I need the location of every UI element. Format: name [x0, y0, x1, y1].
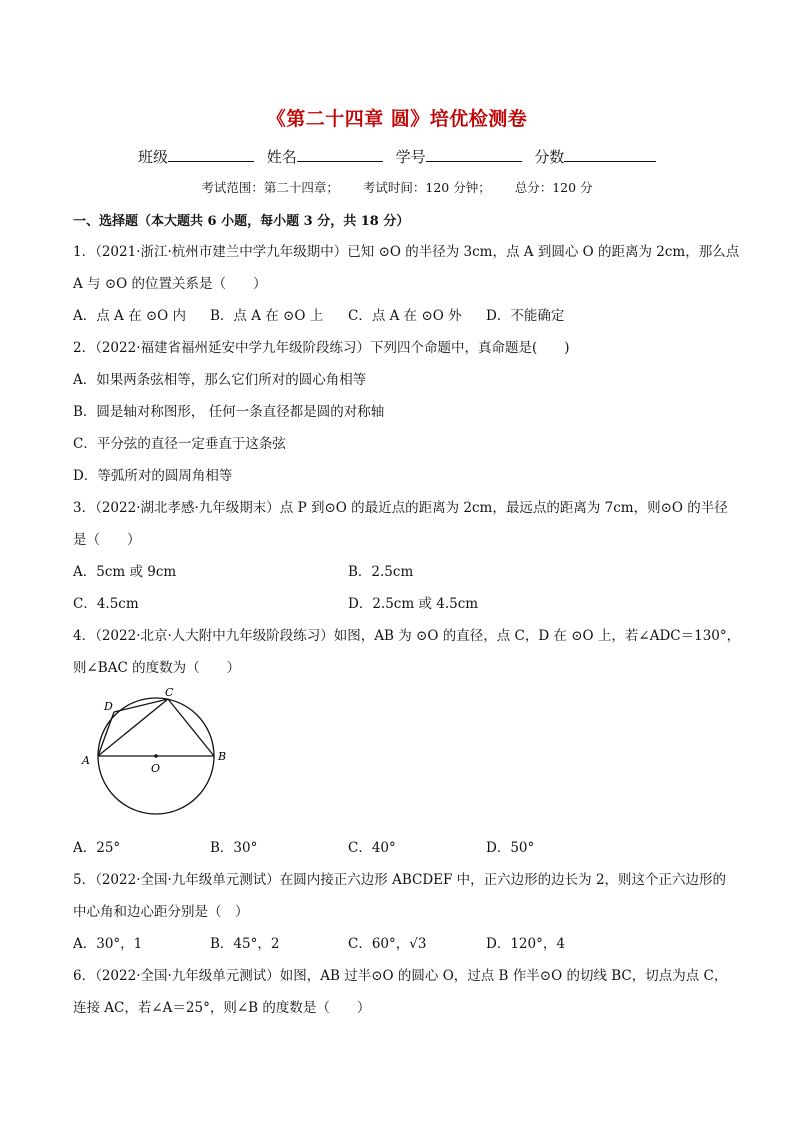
id-blank[interactable]: [426, 147, 522, 162]
question-1-line-1: 1．（2021·浙江·杭州市建兰中学九年级期中）已知 ⊙O 的半径为 3cm，点 A 到圆心 O 的距离为 2cm，那么点: [73, 244, 740, 260]
question-1-line-2: A 与 ⊙O 的位置关系是（ ）: [73, 276, 267, 292]
q2-option-a[interactable]: A．如果两条弦相等，那么它们所对的圆心角相等: [73, 372, 367, 388]
q5-option-b[interactable]: B．45°，2: [210, 936, 280, 952]
label-d: D: [104, 700, 113, 713]
center-dot: [154, 754, 158, 758]
name-blank[interactable]: [297, 147, 383, 162]
q1-option-b[interactable]: B．点 A 在 ⊙O 上: [210, 308, 324, 324]
q5-option-c[interactable]: C．60°，√3: [348, 936, 427, 952]
q1-option-d[interactable]: D．不能确定: [486, 308, 565, 324]
scope-range: 考试范围：第二十四章；: [201, 180, 339, 195]
question-5-line-2: 中心角和边心距分别是（ ）: [73, 904, 249, 920]
label-a: A: [82, 754, 90, 767]
scope-total: 总分：120 分: [514, 180, 593, 195]
scope-time: 考试时间：120 分钟；: [362, 180, 491, 195]
question-3-line-2: 是（ ）: [73, 532, 141, 548]
question-4-line-2: 则∠BAC 的度数为（ ）: [73, 660, 241, 676]
q2-option-d[interactable]: D．等弧所对的圆周角相等: [73, 468, 233, 484]
q1-option-a[interactable]: A．点 A 在 ⊙O 内: [73, 308, 187, 324]
section-heading: 一、选择题（本大题共 6 小题，每小题 3 分，共 18 分）: [73, 214, 410, 229]
question-6-line-2: 连接 AC，若∠A＝25°，则∠B 的度数是（ ）: [73, 1000, 371, 1016]
q5-option-a[interactable]: A．30°，1: [73, 936, 143, 952]
student-info-row: [138, 146, 664, 167]
question-6-line-1: 6．（2022·全国·九年级单元测试）如图，AB 过半⊙O 的圆心 O，过点 B 作半⊙O 的切线 BC，切点为点 C，: [73, 968, 728, 984]
question-4-line-1: 4．（2022·北京·人大附中九年级阶段练习）如图，AB 为 ⊙O 的直径，点 C，D 在 ⊙O 上，若∠ADC＝130°，: [73, 628, 741, 644]
question-5-line-1: 5．（2022·全国·九年级单元测试）在圆内接正六边形 ABCDEF 中，正六边形的边长为 2，则这个正六边形的: [73, 872, 727, 888]
exam-title: 《第二十四章 圆》培优检测卷: [266, 108, 528, 130]
class-label: 班级: [138, 148, 169, 166]
q4-option-a[interactable]: A．25°: [73, 840, 121, 856]
q4-option-b[interactable]: B．30°: [210, 840, 258, 856]
q1-option-c[interactable]: C．点 A 在 ⊙O 外: [348, 308, 462, 324]
q3-option-b[interactable]: B．2.5cm: [348, 564, 414, 580]
label-b: B: [218, 750, 227, 763]
class-blank[interactable]: [168, 147, 254, 162]
q4-option-c[interactable]: C．40°: [348, 840, 396, 856]
q2-option-b[interactable]: B．圆是轴对称图形， 任何一条直径都是圆的对称轴: [73, 404, 385, 420]
q4-option-d[interactable]: D．50°: [486, 840, 535, 856]
q2-option-c[interactable]: C．平分弦的直径一定垂直于这条弦: [73, 436, 286, 452]
q3-option-c[interactable]: C．4.5cm: [73, 596, 139, 612]
circle-figure: [76, 686, 246, 826]
score-label: 分数: [534, 148, 565, 166]
question-3-line-1: 3．（2022·湖北孝感·九年级期末）点 P 到⊙O 的最近点的距离为 2cm，最远点的距离为 7cm，则⊙O 的半径: [73, 500, 728, 516]
exam-scope: [0, 178, 794, 196]
id-label: 学号: [395, 148, 426, 166]
q5-option-d[interactable]: D．120°，4: [486, 936, 565, 952]
q3-option-d[interactable]: D．2.5cm 或 4.5cm: [348, 596, 479, 612]
q3-option-a[interactable]: A．5cm 或 9cm: [73, 564, 177, 580]
label-o: O: [151, 762, 161, 775]
score-blank[interactable]: [564, 147, 656, 162]
name-label: 姓名: [266, 148, 297, 166]
label-c: C: [165, 686, 174, 699]
question-2-line-1: 2．（2022·福建省福州延安中学九年级阶段练习）下列四个命题中，真命题是( ): [73, 340, 570, 356]
